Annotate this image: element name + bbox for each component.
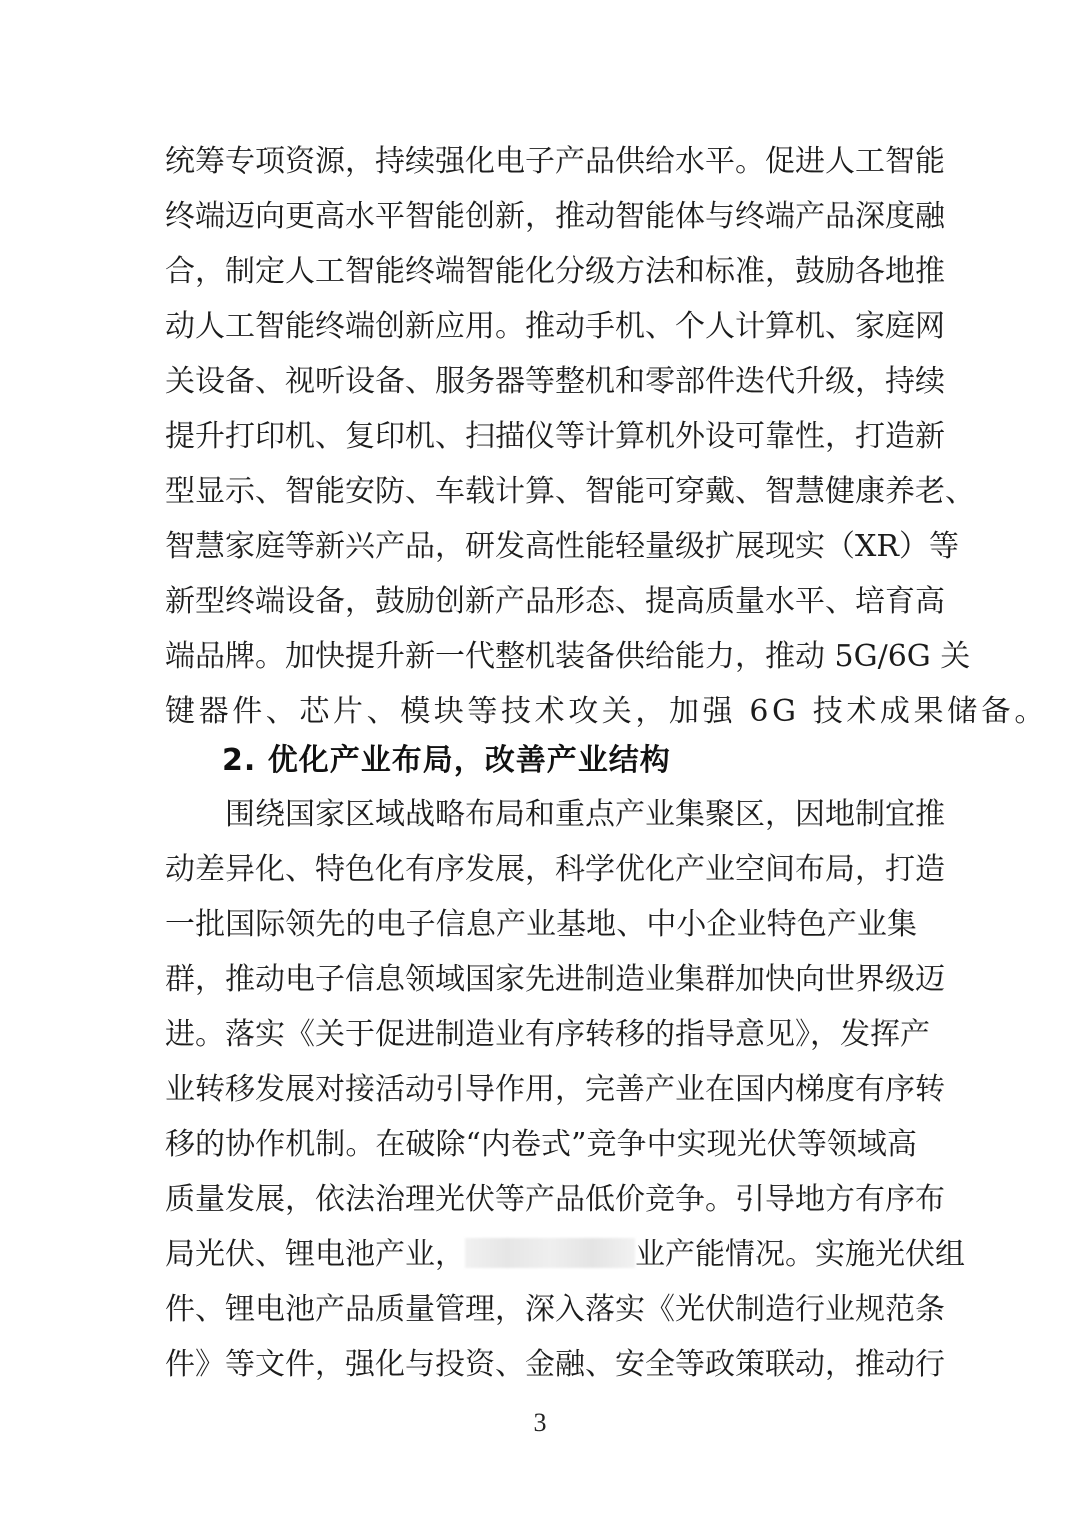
text-line: 质量发展，依法治理光伏等产品低价竞争。引导地方有序布 bbox=[165, 1182, 945, 1217]
text-line: 移的协作机制。在破除“内卷式”竞争中实现光伏等领域高 bbox=[165, 1127, 917, 1162]
text-line: 型显示、智能安防、车载计算、智能可穿戴、智慧健康养老、 bbox=[165, 474, 975, 509]
section-heading: 2. 优化产业布局，改善产业结构 bbox=[222, 743, 671, 778]
page-number: 3 bbox=[533, 1408, 547, 1437]
redaction-block bbox=[465, 1238, 635, 1268]
redacted-text-line bbox=[165, 1235, 965, 1275]
text-line: 新型终端设备，鼓励创新产品形态、提高质量水平、培育高 bbox=[165, 584, 945, 619]
text-line: 统筹专项资源，持续强化电子产品供给水平。促进人工智能 bbox=[165, 144, 945, 179]
text-line: 键器件、芯片、模块等技术攻关，加强 6G 技术成果储备。 bbox=[165, 694, 1048, 729]
text-line: 端品牌。加快提升新一代整机装备供给能力，推动 5G/6G 关 bbox=[165, 639, 971, 674]
text-line: 智慧家庭等新兴产品，研发高性能轻量级扩展现实（XR）等 bbox=[165, 529, 959, 564]
text-line: 件》等文件，强化与投资、金融、安全等政策联动，推动行 bbox=[165, 1347, 945, 1382]
text-fragment: 局光伏、锂电池产业， bbox=[165, 1237, 465, 1272]
text-line: 关设备、视听设备、服务器等整机和零部件迭代升级，持续 bbox=[165, 364, 945, 399]
text-fragment: 业产能情况。实施光伏组 bbox=[635, 1237, 965, 1272]
text-line: 围绕国家区域战略布局和重点产业集聚区，因地制宜推 bbox=[225, 797, 945, 832]
text-line: 进。落实《关于促进制造业有序转移的指导意见》，发挥产 bbox=[165, 1017, 930, 1052]
text-line: 一批国际领先的电子信息产业基地、中小企业特色产业集 bbox=[165, 907, 917, 942]
text-line: 业转移发展对接活动引导作用，完善产业在国内梯度有序转 bbox=[165, 1072, 945, 1107]
text-line: 提升打印机、复印机、扫描仪等计算机外设可靠性，打造新 bbox=[165, 419, 945, 454]
text-line: 群，推动电子信息领域国家先进制造业集群加快向世界级迈 bbox=[165, 962, 945, 997]
text-line: 件、锂电池产品质量管理，深入落实《光伏制造行业规范条 bbox=[165, 1292, 945, 1327]
text-line: 动差异化、特色化有序发展，科学优化产业空间布局，打造 bbox=[165, 852, 945, 887]
text-line: 动人工智能终端创新应用。推动手机、个人计算机、家庭网 bbox=[165, 309, 945, 344]
text-line: 合，制定人工智能终端智能化分级方法和标准，鼓励各地推 bbox=[165, 254, 945, 289]
text-line: 终端迈向更高水平智能创新，推动智能体与终端产品深度融 bbox=[165, 199, 945, 234]
